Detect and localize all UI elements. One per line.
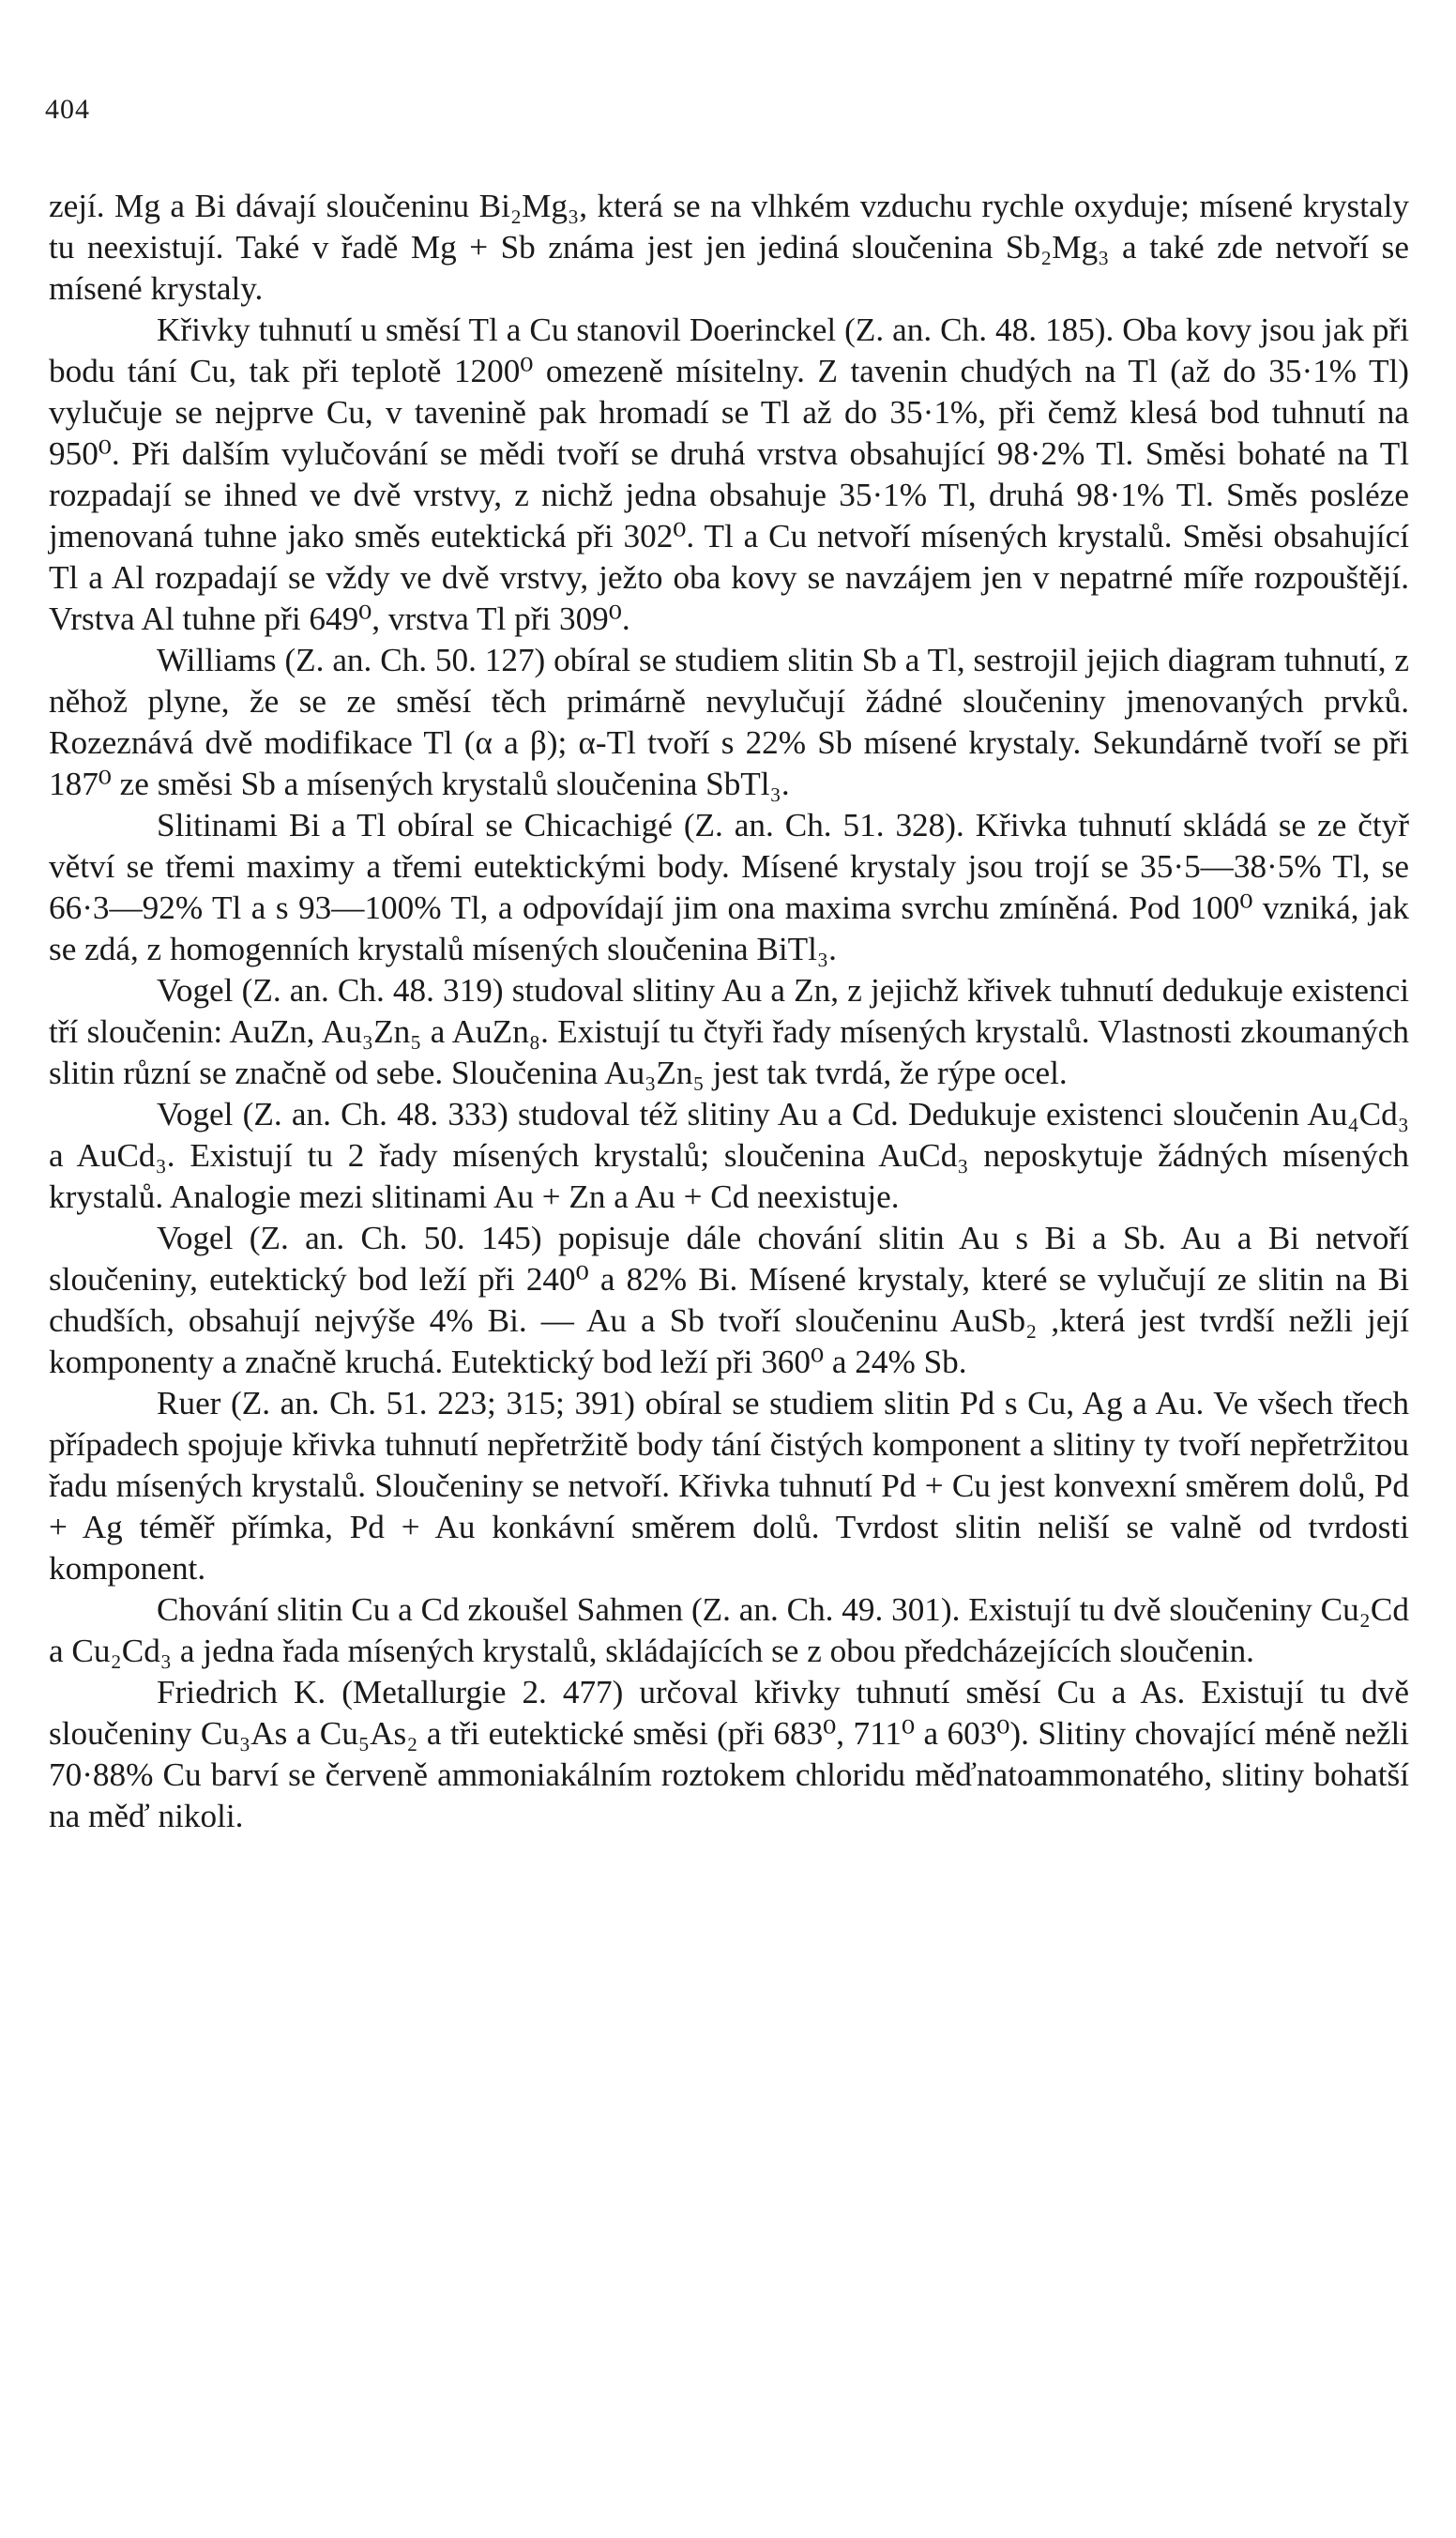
paragraph-2: Křivky tuhnutí u směsí Tl a Cu stanovil Doerinckel (Z. an. Ch. 48. 185). Oba kovy jsou jak při bodu tání Cu, tak při teplotě 1200⁰ omezeně mísitelny. Z tavenin chudých na Tl (až do 35·1% Tl) vylučuje se nejprve Cu, v tavenině pak hromadí se Tl až do 35·1%, při čemž klesá bod tuhnutí na 950⁰. Při dalším vylučování se mědi tvoří se druhá vrstva obsahující 98·2% Tl. Směsi bohaté na Tl rozpadají se ihned ve dvě vrstvy, z nichž jedna obsahuje 35·1% Tl, druhá 98·1% Tl. Směs posléze jmenovaná tuhne jako směs eutektická při 302⁰. Tl a Cu netvoří mísených krystalů. Směsi obsahující Tl a Al rozpadají se vždy ve dvě vrstvy, ježto oba kovy se navzájem jen v nepatrné míře rozpouštějí. Vrstva Al tuhne při 649⁰, vrstva Tl při 309⁰. xyxy=(49,312,1409,637)
body-text xyxy=(49,186,1409,1837)
paragraph-8: Ruer (Z. an. Ch. 51. 223; 315; 391) obíral se studiem slitin Pd s Cu, Ag a Au. Ve všech třech případech spojuje křivka tuhnutí nepřetržitě body tání čistých komponent a slitiny ty tvoří nepřetržitou řadu mísených krystalů. Sloučeniny se netvoří. Křivka tuhnutí Pd + Cu jest konvexní směrem dolů, Pd + Ag téměř přímka, Pd + Au konkávní směrem dolů. Tvrdost slitin neliší se valně od tvrdosti komponent. xyxy=(49,1385,1409,1587)
paragraph-1: zejí. Mg a Bi dávají sloučeninu Bi₂Mg₃, která se na vlhkém vzduchu rychle oxyduje; mísené krystaly tu neexistují. Také v řadě Mg + Sb známa jest jen jediná sloučenina Sb₂Mg₃ a také zde netvoří se mísené krystaly. xyxy=(49,188,1409,307)
paragraph-7: Vogel (Z. an. Ch. 50. 145) popisuje dále chování slitin Au s Bi a Sb. Au a Bi netvoří sloučeniny, eutektický bod leží při 240⁰ a 82% Bi. Mísené krystaly, které se vylučují ze slitin na Bi chudších, obsahují nejvýše 4% Bi. — Au a Sb tvoří sloučeninu AuSb₂ ,která jest tvrdší nežli její komponenty a značně kruchá. Eutektický bod leží při 360⁰ a 24% Sb. xyxy=(49,1220,1409,1380)
page-number: 404 xyxy=(45,94,90,125)
paragraph-6: Vogel (Z. an. Ch. 48. 333) studoval též slitiny Au a Cd. Dedukuje existenci sloučenin Au₄Cd₃ a AuCd₃. Existují tu 2 řady mísených krystalů; sloučenina AuCd₃ neposkytuje žádných mísených krystalů. Analogie mezi slitinami Au + Zn a Au + Cd neexistuje. xyxy=(49,1096,1409,1215)
paragraph-10: Friedrich K. (Metallurgie 2. 477) určoval křivky tuhnutí směsí Cu a As. Existují tu dvě sloučeniny Cu₃As a Cu₅As₂ a tři eutektické směsi (při 683⁰, 711⁰ a 603⁰). Slitiny chovající méně nežli 70·88% Cu barví se červeně ammoniakálním roztokem chloridu měďnatoammonatého, slitiny bohatší na měď nikoli. xyxy=(49,1674,1409,1834)
paragraph-9: Chování slitin Cu a Cd zkoušel Sahmen (Z. an. Ch. 49. 301). Existují tu dvě sloučeniny Cu₂Cd a Cu₂Cd₃ a jedna řada mísených krystalů, skládajících se z obou předcházejících sloučenin. xyxy=(49,1591,1409,1669)
paragraph-4: Slitinami Bi a Tl obíral se Chicachigé (Z. an. Ch. 51. 328). Křivka tuhnutí skládá se ze čtyř větví se třemi maximy a třemi eutektickými body. Mísené krystaly jsou trojí se 35·5—38·5% Tl, se 66·3—92% Tl a s 93—100% Tl, a odpovídají jim ona maxima svrchu zmíněná. Pod 100⁰ vzniká, jak se zdá, z homogenních krystalů mísených sloučenina BiTl₃. xyxy=(49,807,1409,967)
paragraph-3: Williams (Z. an. Ch. 50. 127) obíral se studiem slitin Sb a Tl, sestrojil jejich diagram tuhnutí, z něhož plyne, že se ze směsí těch primárně nevylučují žádné sloučeniny jmenovaných prvků. Rozeznává dvě modifikace Tl (α a β); α-Tl tvoří s 22% Sb mísené krystaly. Sekundárně tvoří se při 187⁰ ze směsi Sb a mísených krystalů sloučenina SbTl₃. xyxy=(49,642,1409,802)
paragraph-5: Vogel (Z. an. Ch. 48. 319) studoval slitiny Au a Zn, z jejichž křivek tuhnutí dedukuje existenci tří sloučenin: AuZn, Au₃Zn₅ a AuZn₈. Existují tu čtyři řady mísených krystalů. Vlastnosti zkoumaných slitin různí se značně od sebe. Sloučenina Au₃Zn₅ jest tak tvrdá, že rýpe ocel. xyxy=(49,972,1409,1091)
